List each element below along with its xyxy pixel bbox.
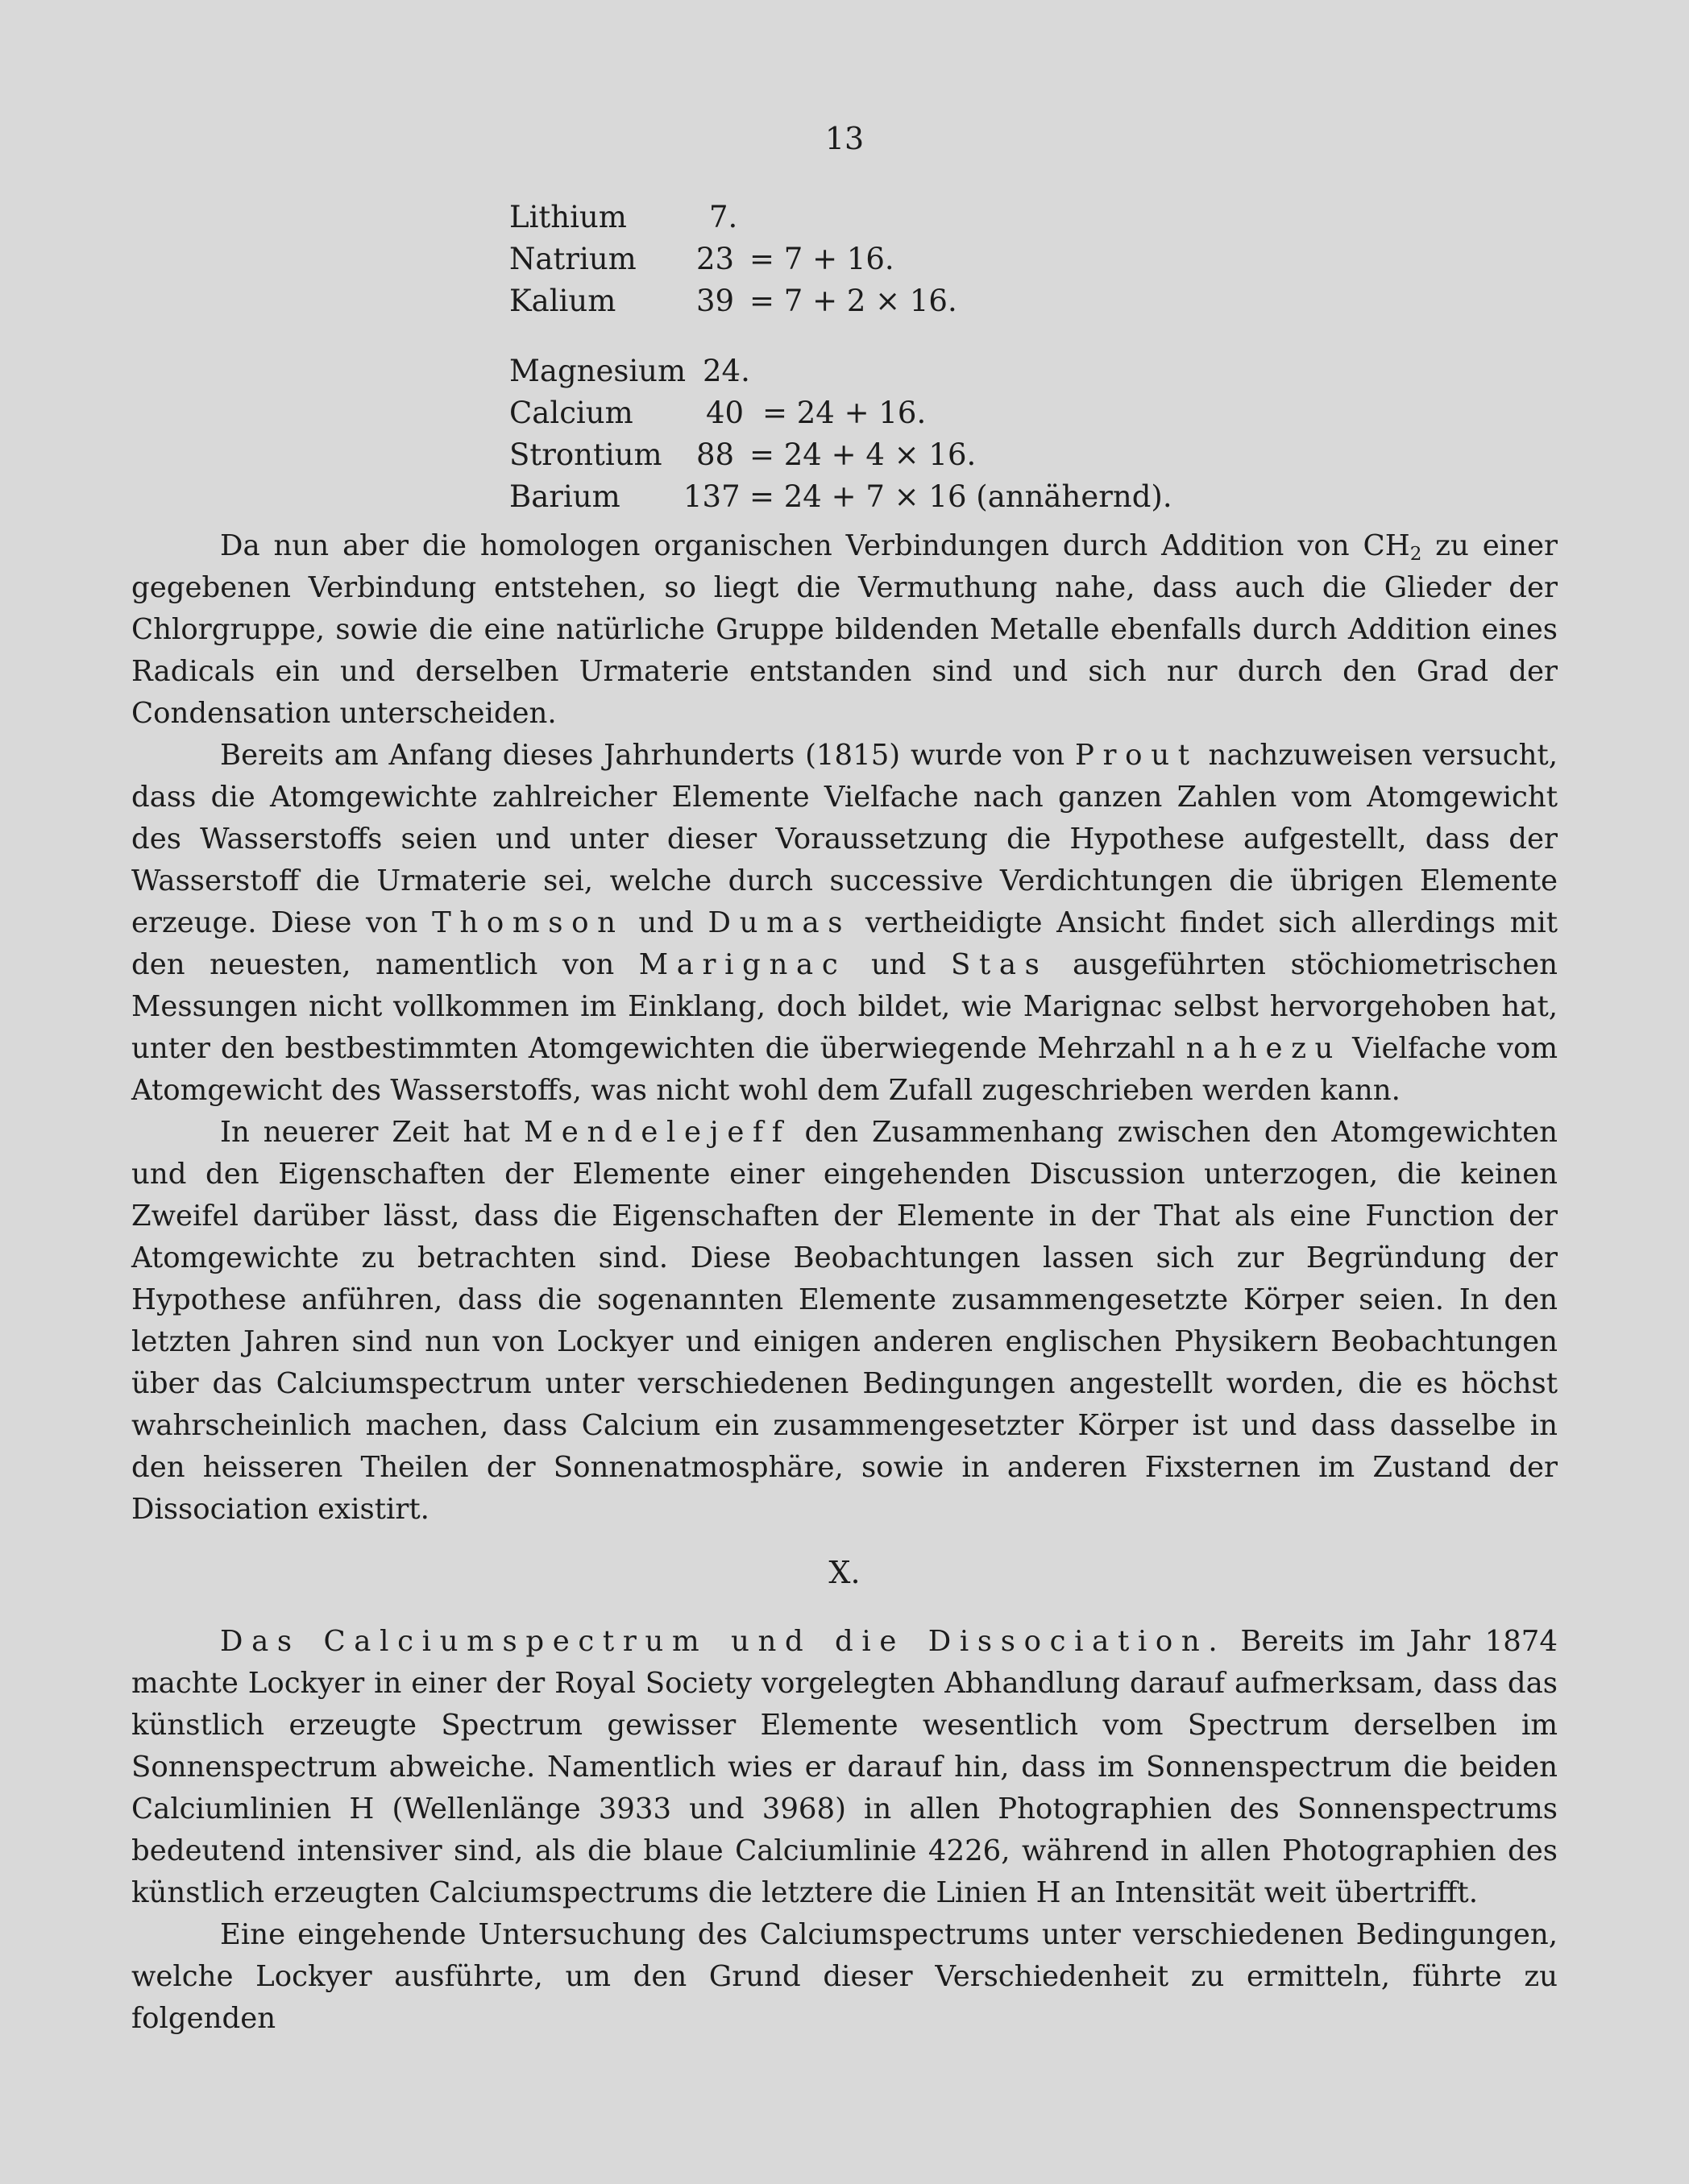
element-expression: = 24 + 4 × 16. [749, 437, 977, 472]
paragraph-calciumspectrum [131, 1621, 1558, 1914]
element-name: Strontium [509, 437, 662, 472]
text-run: Bereits im Jahr 1874 machte Lockyer in einer der Royal Society vorgelegten Abhandlung darauf aufmerksam, dass das künstlich erzeugte Spectrum gewisser Elemente wesentlich vom Spectrum derselben im Sonnenspectrum abweiche. Namentlich wies er darauf hin, dass im Sonnenspectrum die beiden Calciumlinien H (Wellenlänge 3933 und 3968) in allen Photographien des Sonnenspectrums bedeutend intensiver sind, als die blaue Calciumlinie 4226, während in allen Photographien des künstlich erzeugten Calciumspectrums die letztere die Linien H an Intensität weit übertrifft. [131, 1625, 1558, 1909]
text-run: ausgeführten stöchiometrischen Messungen nicht vollkommen im Einklang, doch bildet, wie Marignac selbst hervorgehoben hat, unter den bestbestimmten Atomgewichten die überwiegende Mehrzahl [131, 948, 1558, 1065]
element-expression: = 7 + 16. [749, 242, 894, 276]
section-heading: X. [828, 1555, 861, 1590]
text-run: zu einer gegebenen Verbindung entstehen, so liegt die Vermuthung nahe, dass auch die Glieder der Chlorgruppe, sowie die eine natürliche Gruppe bildenden Metalle ebenfalls durch Addition eines Radicals ein und derselben Urmaterie entstanden sind und sich nur durch den Grad der Condensation unterscheiden. [131, 529, 1558, 730]
text-run: und [624, 906, 708, 939]
text-run: Vielfache vom Atomgewicht des Wasserstoffs, was nicht wohl dem Zufall zugeschrieben werden kann. [131, 1032, 1558, 1107]
element-value: 23 [696, 242, 735, 276]
text-run: vertheidigte Ansicht findet sich allerdings mit den neuesten, namentlich von [131, 906, 1558, 981]
element-expression: = 24 + 16. [762, 396, 927, 430]
name-mendelejeff: Mendelejeff [523, 1116, 791, 1149]
element-value: 88 [696, 437, 735, 472]
element-expression: = 24 + 7 × 16 (annähernd). [749, 479, 1172, 514]
name-stas: Stas [950, 948, 1048, 981]
element-name: Barium [509, 479, 620, 514]
name-thomson: Thomson [432, 906, 625, 939]
text-run: und [846, 948, 951, 981]
paragraph-homologous [131, 525, 1558, 735]
paragraph-investigation [131, 1914, 1558, 2040]
text-run: In neuerer Zeit hat [220, 1116, 524, 1149]
element-name: Calcium [509, 396, 633, 430]
element-name: Lithium [509, 200, 627, 234]
name-prout: Prout [1075, 739, 1198, 772]
body-text-lower [131, 1621, 1558, 2040]
body-text-upper [131, 525, 1558, 1531]
text-run: Da nun aber die homologen organischen Verbindungen durch Addition von CH [220, 529, 1410, 562]
element-name: Kalium [509, 284, 616, 318]
page-number: 13 [824, 121, 865, 156]
element-value: 137 [683, 479, 741, 514]
element-value: 24. [703, 354, 750, 388]
name-dumas: Dumas [708, 906, 852, 939]
text-run: Bereits am Anfang dieses Jahrhunderts (1815) wurde von [220, 739, 1076, 772]
paragraph-mendelejeff [131, 1112, 1558, 1531]
element-value: 7. [709, 200, 738, 234]
emphasis-nahezu: nahezu [1185, 1032, 1342, 1065]
element-value: 40 [706, 396, 745, 430]
text-run: den Zusammenhang zwischen den Atomgewichten und den Eigenschaften der Elemente einer eingehenden Discussion unterzogen, die keinen Zweifel darüber lässt, dass die Eigenschaften der Elemente in der That als eine Function der Atomgewichte zu betrachten sind. Diese Beobachtungen lassen sich zur Begründung der Hypothese anführen, dass die sogenannten Elemente zusammengesetzte Körper seien. In den letzten Jahren sind nun von Lockyer und einigen anderen englischen Physikern Beobachtungen über das Calciumspectrum unter verschiedenen Bedingungen angestellt worden, die es höchst wahrscheinlich machen, dass Calcium ein zusammengesetzter Körper ist und dass dasselbe in den heisseren Theilen der Sonnenatmosphäre, sowie in anderen Fixsternen im Zustand der Dissociation existirt. [131, 1116, 1558, 1526]
text-run: Eine eingehende Untersuchung des Calciumspectrums unter verschiedenen Bedingungen, welche Lockyer ausführte, um den Grund dieser Verschiedenheit zu ermitteln, führte zu folgenden [131, 1918, 1558, 2035]
text-run: nachzuweisen versucht, dass die Atomgewichte zahlreicher Elemente Vielfache nach ganzen Zahlen vom Atomgewicht des Wasserstoffs seien und unter dieser Voraussetzung die Hypothese aufgestellt, dass der Wasserstoff die Urmaterie sei, welche durch successive Verdichtungen die übrigen Elemente erzeuge. Diese von [131, 739, 1558, 939]
name-marignac: Marignac [638, 948, 847, 981]
element-value: 39 [696, 284, 735, 318]
section-title: Das Calciumspectrum und die Dissociation. [220, 1625, 1226, 1658]
element-expression: = 7 + 2 × 16. [749, 284, 957, 318]
subscript: 2 [1409, 543, 1422, 565]
element-name: Natrium [509, 242, 637, 276]
paragraph-prout [131, 735, 1558, 1112]
element-name: Magnesium [509, 354, 687, 388]
